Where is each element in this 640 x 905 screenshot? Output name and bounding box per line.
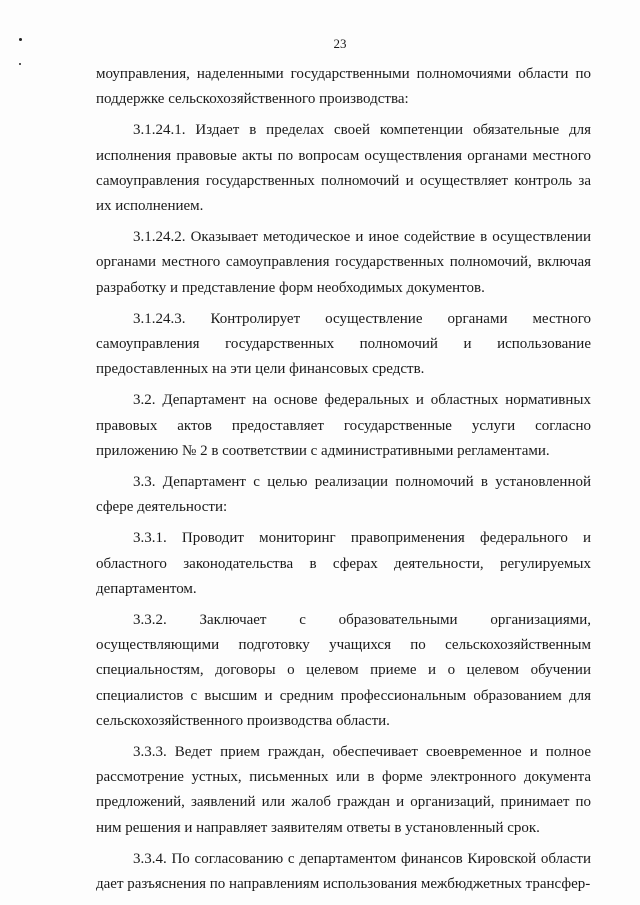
paragraph-3-3-3: 3.3.3. Ведет прием граждан, обеспечивает своевременное и полное рассмотрение устных, письменных или в форме электронного документа предложений, заявлений или жалоб граждан и организаций, принимает по ним решения и направляет заявителям ответы в установленный срок. — [96, 744, 591, 836]
paragraph-3-3-2: 3.3.2. Заключает с образовательными организациями, осуществляющими подготовку учащихся по сельскохозяйственным специальностям, договоры о целевом приеме и о целевом обучении специалистов с высшим и средним профессиональным образованием для сельскохозяйственного производства области. — [96, 612, 591, 729]
paragraph-3-1-24-1: 3.1.24.1. Издает в пределах своей компетенции обязательные для исполнения правовые акты по вопросам осуществления органами местного самоуправления государственных полномочий и осуществляет контроль за их исполнением. — [96, 122, 591, 215]
paragraph-3-1-24-2: 3.1.24.2. Оказывает методическое и иное содействие в осуществлении органами местного самоуправления государственных полномочий, включая разработку и представление форм необходимых документов. — [96, 229, 591, 296]
paragraph-3-1-24-3: 3.1.24.3. Контролирует осуществление органами местного самоуправления государственных полномочий и использование предоставленных на эти цели финансовых средств. — [96, 310, 591, 378]
paragraph-3-3-4: 3.3.4. По согласованию с департаментом финансов Кировской области дает разъяснения по направлениям использования межбюджетных трансфер- — [96, 850, 591, 893]
paragraph-continuation: моуправления, наделенными государственными полномочиями области по поддержке сельскохозяйственного производства: — [96, 66, 591, 108]
scan-mark — [19, 63, 21, 65]
document-body — [96, 62, 591, 897]
paragraph-3-3: 3.3. Департамент с целью реализации полномочий в установленной сфере деятельности: — [96, 474, 591, 516]
paragraph-3-2: 3.2. Департамент на основе федеральных и областных нормативных правовых актов предоставляет государственные услуги согласно приложению № 2 в соответствии с административными регламентами. — [96, 392, 591, 459]
paragraph-3-3-1: 3.3.1. Проводит мониторинг правоприменения федерального и областного законодательства в сферах деятельности, регулируемых департаментом. — [96, 530, 591, 597]
page-number: 23 — [333, 36, 347, 51]
